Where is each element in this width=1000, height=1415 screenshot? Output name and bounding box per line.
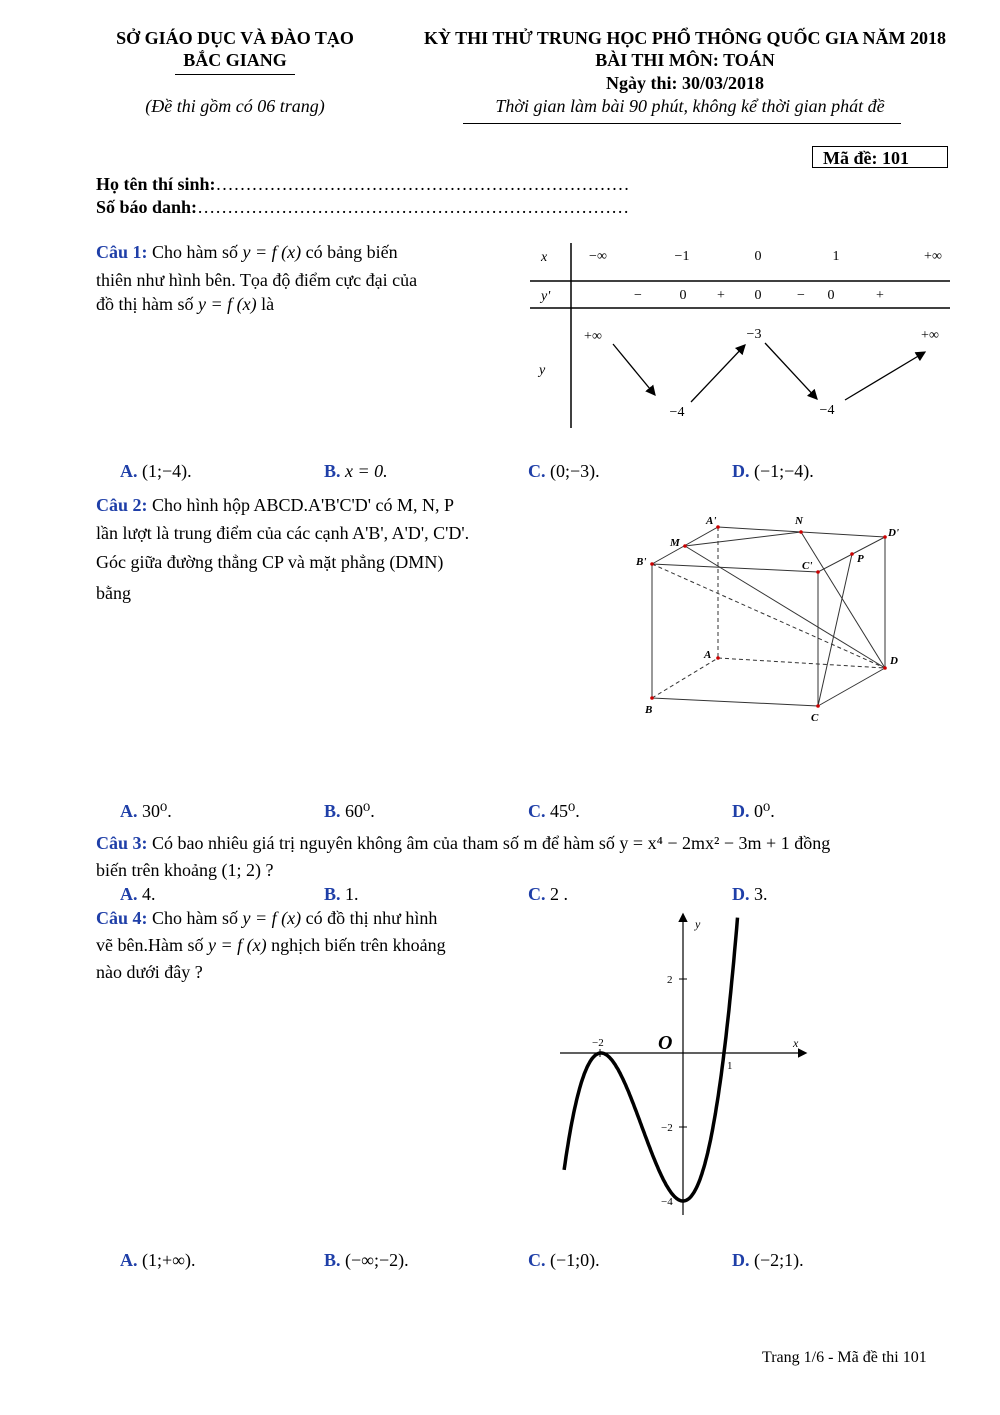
y-val-5: +∞ (921, 328, 939, 343)
sign-5: − (797, 288, 805, 303)
q1-option-a[interactable] (120, 461, 192, 483)
q3-line1 (96, 833, 830, 855)
y-val-3: −3 (746, 327, 762, 342)
q4-option-a-letter: A. (120, 1250, 138, 1270)
cubic-curve (564, 918, 737, 1201)
q2-option-b-letter: B. (324, 801, 341, 821)
sign-7: + (876, 288, 884, 303)
q4-option-d-text: (−2;1). (754, 1250, 804, 1270)
q1-option-c-letter: C. (528, 461, 546, 481)
q3-option-c-letter: C. (528, 884, 546, 904)
q2-option-a-letter: A. (120, 801, 138, 821)
function-graph (555, 910, 815, 1220)
q4-option-a[interactable] (120, 1250, 195, 1272)
arrow-down-1 (613, 344, 655, 395)
y-axis-label: y (695, 917, 701, 931)
q4-option-c[interactable] (528, 1250, 600, 1272)
q4-text-b: có đồ thị như hình (305, 908, 438, 928)
q2-option-c[interactable] (528, 801, 580, 823)
edge-ad (718, 658, 885, 668)
q3-text-a: Có bao nhiêu giá trị nguyên không âm của tham số m để hàm số y = x⁴ − 2mx² − 3m + 1 đồng (152, 833, 831, 853)
x-val-neg-inf: −∞ (589, 249, 607, 264)
label-d-prime: D' (888, 527, 899, 539)
q1-line3 (96, 294, 274, 316)
q1-func-2: y = f (x) (198, 294, 257, 314)
q4-option-c-letter: C. (528, 1250, 546, 1270)
tick-1: 1 (727, 1060, 733, 1072)
q4-option-c-text: (−1;0). (550, 1250, 600, 1270)
label-c-prime: C' (802, 560, 813, 572)
sign-1: − (634, 288, 642, 303)
q2-option-a[interactable] (120, 801, 172, 823)
q2-line3: Góc giữa đường thẳng CP và mặt phẳng (DMN) (96, 552, 444, 572)
q3-option-b-text: 1. (345, 884, 359, 904)
y-row-label: y (539, 363, 546, 378)
time-note: Thời gian làm bài 90 phút, không kể thời gian phát đề (495, 96, 885, 116)
q2-option-d-letter: D. (732, 801, 750, 821)
q1-text-c: đồ thị hàm số (96, 294, 194, 314)
q4-func-2: y = f (x) (207, 935, 267, 955)
label-a: A (704, 649, 712, 661)
label-b-prime: B' (636, 556, 647, 568)
label-n: N (795, 515, 803, 527)
q2-line1 (96, 495, 454, 517)
q4-option-a-text: (1;+∞). (142, 1250, 196, 1270)
q1-text-d: là (261, 294, 275, 314)
q4-option-b-text: (−∞;−2). (345, 1250, 409, 1270)
q3-option-a-letter: A. (120, 884, 138, 904)
candidate-id-row (96, 197, 629, 219)
exam-date: Ngày thi: 30/03/2018 (605, 73, 764, 93)
tick-neg4: −4 (661, 1196, 673, 1208)
sign-2: 0 (679, 288, 687, 303)
sign-6: 0 (827, 288, 835, 303)
q2-option-c-text: 45⁰. (550, 801, 580, 821)
q1-option-c[interactable] (528, 461, 600, 483)
q3-option-d-text: 3. (754, 884, 768, 904)
line-md (685, 546, 885, 668)
edge-bc (652, 698, 818, 706)
q3-option-b[interactable] (324, 884, 359, 906)
q4-line3: nào dưới đây ? (96, 962, 203, 982)
y-val-2: −4 (669, 405, 685, 420)
q4-label: Câu 4: (96, 908, 148, 928)
arrow-up-1 (691, 345, 745, 402)
arrow-up-2 (845, 352, 925, 400)
label-a-prime: A' (706, 515, 717, 527)
q4-text-c: vẽ bên.Hàm số (96, 935, 204, 955)
q2-line4: bằng (96, 583, 131, 603)
q1-text-b: có bảng biến (305, 242, 398, 262)
page-count-note: (Đề thi gồm có 06 trang) (145, 96, 325, 116)
q2-option-a-text: 30⁰. (142, 801, 172, 821)
candidate-id-dots: ……………………………………………………………… (197, 197, 630, 217)
q3-option-b-letter: B. (324, 884, 341, 904)
candidate-id-label: Số báo danh: (96, 197, 198, 217)
page-footer: Trang 1/6 - Mã đề thi 101 (762, 1349, 927, 1366)
q1-func: y = f (x) (242, 242, 302, 262)
y-val-4: −4 (819, 403, 835, 418)
x-val-pos-inf: +∞ (924, 249, 942, 264)
x-val-1: 1 (832, 249, 840, 264)
q1-option-b[interactable] (324, 461, 388, 483)
q1-option-d-letter: D. (732, 461, 750, 481)
q3-option-c-text: 2 . (550, 884, 568, 904)
q1-text-a: Cho hàm số (152, 242, 239, 262)
q2-line2: lần lượt là trung điểm của các cạnh A'B', A'D', C'D'. (96, 523, 470, 543)
q3-option-a-text: 4. (142, 884, 156, 904)
q1-option-a-text: (1;−4). (142, 461, 192, 481)
candidate-name-row (96, 174, 630, 196)
q2-option-d-text: 0⁰. (754, 801, 775, 821)
candidate-name-label: Họ tên thí sinh: (96, 174, 216, 194)
x-row-label: x (541, 250, 548, 265)
label-b: B (645, 704, 653, 716)
line-mn (685, 532, 801, 546)
sign-3: + (717, 288, 725, 303)
q2-text-a: Cho hình hộp ABCD.A'B'C'D' có M, N, P (152, 495, 455, 515)
q3-option-d-letter: D. (732, 884, 750, 904)
q4-text-d: nghịch biến trên khoảng (271, 935, 446, 955)
q4-func: y = f (x) (242, 908, 302, 928)
x-val-neg1: −1 (674, 249, 690, 264)
department-name: SỞ GIÁO DỤC VÀ ĐÀO TẠO (116, 28, 354, 48)
q1-line1 (96, 242, 398, 264)
candidate-name-dots: …………………………………………………………… (215, 174, 630, 194)
q4-option-b[interactable] (324, 1250, 409, 1272)
q2-option-c-letter: C. (528, 801, 546, 821)
q1-line2: thiên như hình bên. Tọa độ điểm cực đại của (96, 270, 418, 290)
tick-neg2-y: −2 (661, 1122, 673, 1134)
yprime-row-label: y' (541, 289, 551, 304)
edge-cd (818, 668, 885, 706)
q3-option-c[interactable] (528, 884, 568, 906)
y-val-1: +∞ (584, 329, 602, 344)
line-nd (801, 532, 885, 668)
q4-line2 (96, 935, 446, 957)
q2-option-d[interactable] (732, 801, 775, 823)
q1-option-a-letter: A. (120, 461, 138, 481)
province-underline (175, 74, 295, 75)
exam-code: Mã đề: 101 (823, 148, 909, 168)
q3-line2: biến trên khoảng (1; 2) ? (96, 860, 274, 880)
time-underline (463, 123, 901, 124)
label-c: C (811, 712, 819, 724)
q4-line1 (96, 908, 437, 930)
province-name: BẮC GIANG (183, 50, 287, 70)
label-m: M (670, 537, 680, 549)
q4-text-a: Cho hàm số (152, 908, 239, 928)
q2-option-b[interactable] (324, 801, 375, 823)
box-figure (630, 508, 920, 730)
tick-neg2-x: −2 (592, 1037, 604, 1049)
q3-option-d[interactable] (732, 884, 768, 906)
q1-label: Câu 1: (96, 242, 148, 262)
sign-4: 0 (754, 288, 762, 303)
top-face (652, 527, 885, 572)
q3-label: Câu 3: (96, 833, 148, 853)
q1-option-b-letter: B. (324, 461, 341, 481)
exam-code-box (812, 146, 948, 168)
q2-option-b-text: 60⁰. (345, 801, 375, 821)
q1-option-d-text: (−1;−4). (754, 461, 814, 481)
variation-table (525, 240, 955, 430)
q1-option-d[interactable] (732, 461, 814, 483)
edge-ba (652, 658, 718, 698)
x-axis-label: x (793, 1036, 799, 1050)
exam-title: KỲ THI THỬ TRUNG HỌC PHỔ THÔNG QUỐC GIA NĂM 2018 (423, 28, 947, 48)
label-p: P (857, 553, 864, 565)
x-val-0: 0 (754, 249, 762, 264)
line-bd (652, 564, 885, 668)
q1-option-b-text: x = 0. (345, 461, 388, 481)
q4-option-d-letter: D. (732, 1250, 750, 1270)
label-d: D (890, 655, 898, 667)
tick-2: 2 (667, 974, 673, 986)
exam-subject: BÀI THI MÔN: TOÁN (595, 50, 775, 70)
origin-label: O (658, 1032, 673, 1054)
q4-option-b-letter: B. (324, 1250, 341, 1270)
arrow-down-2 (765, 343, 817, 399)
q2-label: Câu 2: (96, 495, 148, 515)
q3-option-a[interactable] (120, 884, 156, 906)
q1-option-c-text: (0;−3). (550, 461, 600, 481)
q4-option-d[interactable] (732, 1250, 804, 1272)
